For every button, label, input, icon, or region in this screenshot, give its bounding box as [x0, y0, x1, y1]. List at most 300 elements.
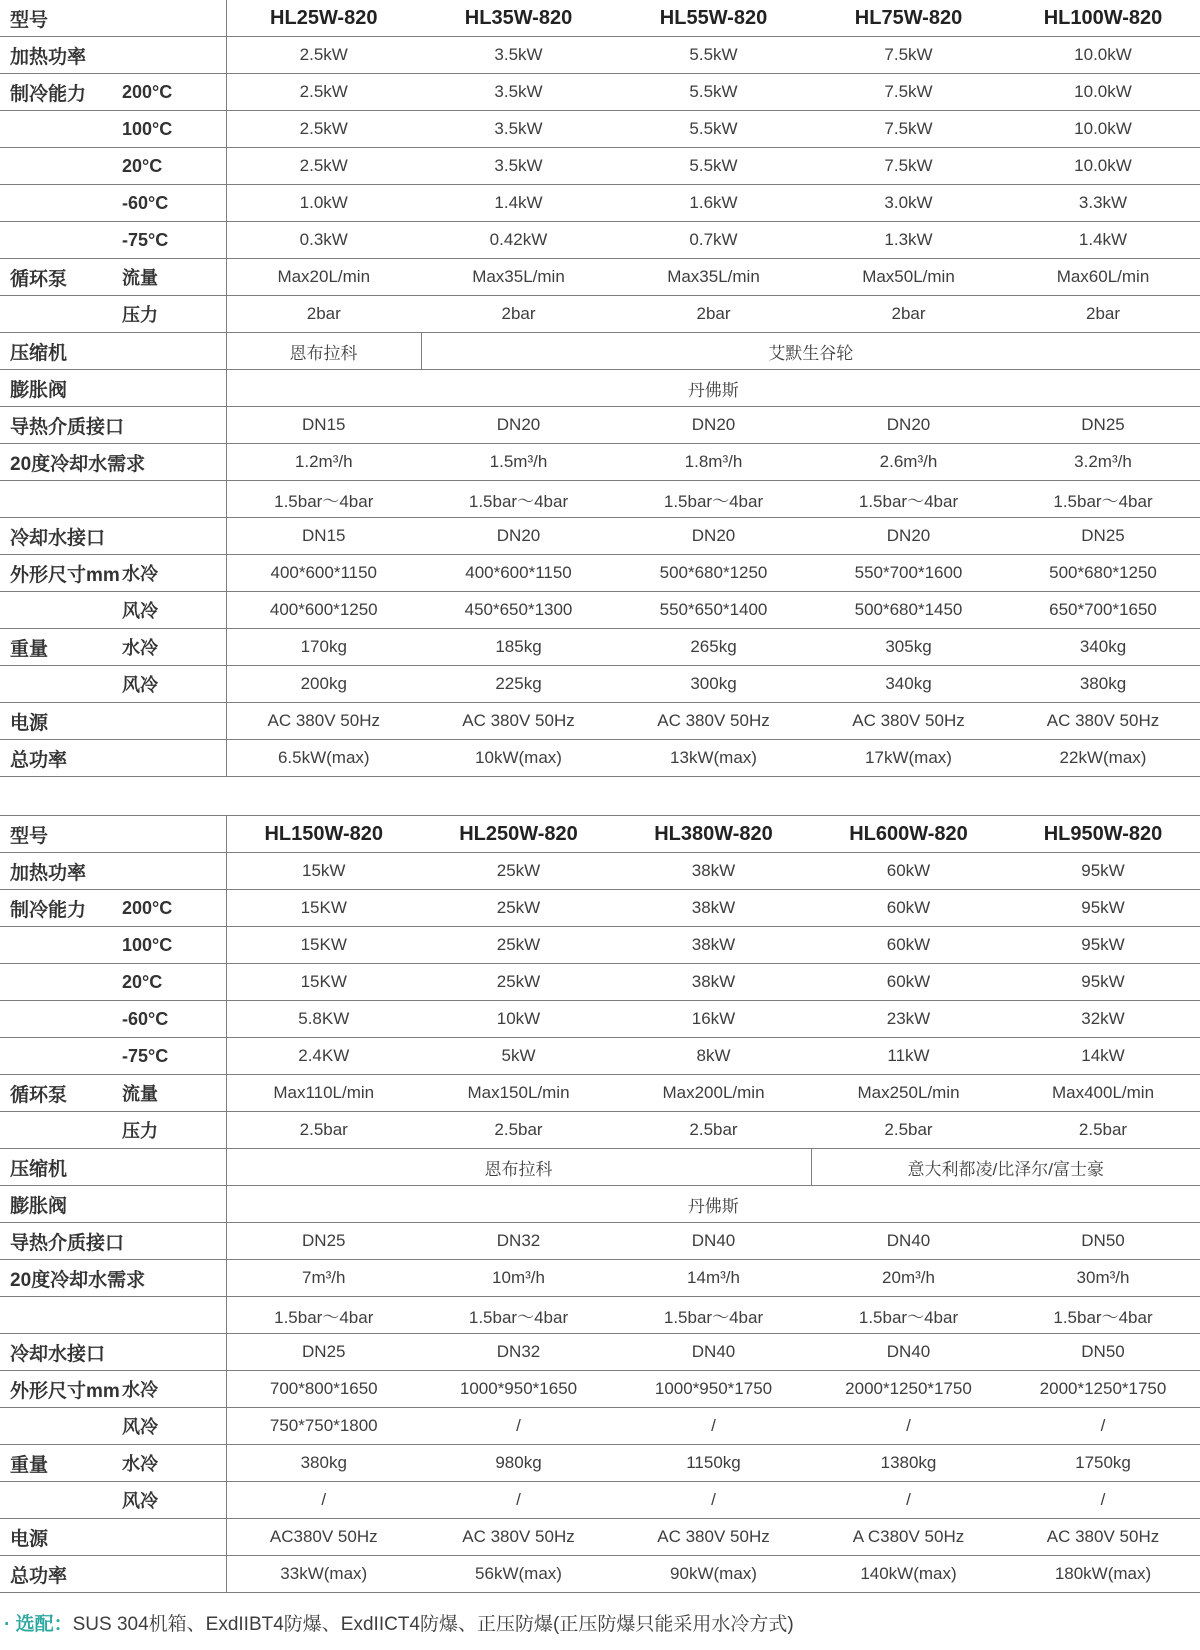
- cell-value: /: [421, 1482, 616, 1519]
- models-header-cell: [0, 816, 226, 853]
- cell-value: 7m³/h: [226, 1260, 421, 1297]
- cell-value: 3.5kW: [421, 111, 616, 148]
- row-label-cell: [0, 185, 226, 222]
- cell-value: DN25: [1006, 407, 1200, 444]
- cell-value: DN40: [616, 1334, 811, 1371]
- cell-value: 60kW: [811, 890, 1006, 927]
- row-label: 压缩机: [10, 1158, 68, 1180]
- row-sublabel: 水冷: [122, 564, 158, 584]
- table-row: [0, 74, 1200, 111]
- cell-value: 2.5bar: [421, 1112, 616, 1149]
- cell-value: 3.5kW: [421, 148, 616, 185]
- cell-value: 265kg: [616, 629, 811, 666]
- merged-cell-value: 丹佛斯: [226, 370, 1200, 407]
- cell-value: 10.0kW: [1006, 37, 1200, 74]
- cell-value: /: [811, 1408, 1006, 1445]
- cell-value: 10kW: [421, 1001, 616, 1038]
- cell-value: 1.5bar～4bar: [421, 481, 616, 518]
- row-label-cell: [0, 666, 226, 703]
- cell-value: Max50L/min: [811, 259, 1006, 296]
- cell-value: 0.42kW: [421, 222, 616, 259]
- cell-value: AC 380V 50Hz: [421, 1519, 616, 1556]
- model-name: HL55W-820: [616, 0, 811, 37]
- table-row: [0, 666, 1200, 703]
- merged-cell-value: 恩布拉科: [226, 1149, 811, 1186]
- cell-value: 3.0kW: [811, 185, 1006, 222]
- cell-value: DN15: [226, 407, 421, 444]
- cell-value: 10.0kW: [1006, 111, 1200, 148]
- cell-value: 3.5kW: [421, 74, 616, 111]
- cell-value: Max250L/min: [811, 1075, 1006, 1112]
- row-sublabel: -75°C: [122, 1045, 169, 1066]
- cell-value: Max35L/min: [616, 259, 811, 296]
- cell-value: 2bar: [226, 296, 421, 333]
- row-label: 冷却水接口: [10, 1343, 106, 1365]
- cell-value: DN50: [1006, 1223, 1200, 1260]
- cell-value: 300kg: [616, 666, 811, 703]
- row-label-cell: [0, 1149, 226, 1186]
- cell-value: 450*650*1300: [421, 592, 616, 629]
- table-row: [0, 1112, 1200, 1149]
- table-row: [0, 1038, 1200, 1075]
- table-row: [0, 222, 1200, 259]
- cell-value: DN50: [1006, 1334, 1200, 1371]
- cell-value: 60kW: [811, 927, 1006, 964]
- row-label-cell: [0, 37, 226, 74]
- cell-value: 38kW: [616, 853, 811, 890]
- cell-value: 3.2m³/h: [1006, 444, 1200, 481]
- cell-value: 2bar: [421, 296, 616, 333]
- cell-value: 6.5kW(max): [226, 740, 421, 777]
- table-row: [0, 703, 1200, 740]
- table-row: [0, 148, 1200, 185]
- merged-cell-value: 恩布拉科: [226, 333, 421, 370]
- cell-value: 2bar: [616, 296, 811, 333]
- table-row: [0, 1001, 1200, 1038]
- cell-value: /: [616, 1408, 811, 1445]
- models-header-label: 型号: [10, 9, 49, 31]
- cell-value: Max35L/min: [421, 259, 616, 296]
- table-row: [0, 964, 1200, 1001]
- row-sublabel: 风冷: [122, 1417, 158, 1437]
- row-label: 20度冷却水需求: [10, 453, 146, 475]
- options-footnote: [0, 1609, 1200, 1636]
- cell-value: 225kg: [421, 666, 616, 703]
- cell-value: 180kW(max): [1006, 1556, 1200, 1593]
- table-row: [0, 444, 1200, 481]
- cell-value: 1.5bar～4bar: [811, 1297, 1006, 1334]
- cell-value: 1.8m³/h: [616, 444, 811, 481]
- row-sublabel: 100°C: [122, 934, 173, 955]
- cell-value: 10.0kW: [1006, 74, 1200, 111]
- cell-value: DN40: [811, 1223, 1006, 1260]
- cell-value: 2.5kW: [226, 74, 421, 111]
- cell-value: 980kg: [421, 1445, 616, 1482]
- cell-value: 400*600*1150: [226, 555, 421, 592]
- row-sublabel: 200°C: [122, 897, 173, 918]
- row-label: 重量: [10, 1454, 49, 1476]
- cell-value: 1.5bar～4bar: [421, 1297, 616, 1334]
- merged-cell-value: 意大利都凌/比泽尔/富士豪: [811, 1149, 1200, 1186]
- row-label-cell: [0, 1371, 226, 1408]
- cell-value: 340kg: [811, 666, 1006, 703]
- row-label-cell: [0, 1297, 226, 1334]
- cell-value: 1.5bar～4bar: [616, 1297, 811, 1334]
- row-label: 加热功率: [10, 862, 87, 884]
- cell-value: 10.0kW: [1006, 148, 1200, 185]
- cell-value: /: [421, 1408, 616, 1445]
- cell-value: 1.5bar～4bar: [811, 481, 1006, 518]
- table-row: [0, 1519, 1200, 1556]
- cell-value: 1.4kW: [1006, 222, 1200, 259]
- row-sublabel: 水冷: [122, 1454, 158, 1474]
- cell-value: 1.5bar～4bar: [226, 481, 421, 518]
- cell-value: Max20L/min: [226, 259, 421, 296]
- row-sublabel: 200°C: [122, 81, 173, 102]
- row-label: 制冷能力: [10, 83, 87, 105]
- cell-value: 650*700*1650: [1006, 592, 1200, 629]
- table-row: [0, 1260, 1200, 1297]
- cell-value: 30m³/h: [1006, 1260, 1200, 1297]
- cell-value: 5kW: [421, 1038, 616, 1075]
- row-sublabel: -75°C: [122, 229, 169, 250]
- table-row: [0, 555, 1200, 592]
- cell-value: 2000*1250*1750: [1006, 1371, 1200, 1408]
- table-row: [0, 111, 1200, 148]
- table-row: [0, 481, 1200, 518]
- cell-value: DN32: [421, 1334, 616, 1371]
- cell-value: DN32: [421, 1223, 616, 1260]
- cell-value: 2.4KW: [226, 1038, 421, 1075]
- row-label-cell: [0, 111, 226, 148]
- cell-value: 1.6kW: [616, 185, 811, 222]
- row-label-cell: [0, 555, 226, 592]
- row-label: 冷却水接口: [10, 527, 106, 549]
- table-row: [0, 1186, 1200, 1223]
- cell-value: DN25: [1006, 518, 1200, 555]
- cell-value: Max60L/min: [1006, 259, 1200, 296]
- table-row: [0, 1408, 1200, 1445]
- row-sublabel: 风冷: [122, 1491, 158, 1511]
- cell-value: 16kW: [616, 1001, 811, 1038]
- row-label-cell: [0, 74, 226, 111]
- cell-value: 305kg: [811, 629, 1006, 666]
- cell-value: /: [1006, 1408, 1200, 1445]
- cell-value: 0.7kW: [616, 222, 811, 259]
- row-label: 膨胀阀: [10, 1195, 68, 1217]
- row-label-cell: [0, 1408, 226, 1445]
- cell-value: 95kW: [1006, 890, 1200, 927]
- row-label-cell: [0, 1112, 226, 1149]
- cell-value: 38kW: [616, 964, 811, 1001]
- row-label-cell: [0, 481, 226, 518]
- cell-value: 15kW: [226, 853, 421, 890]
- cell-value: 2bar: [811, 296, 1006, 333]
- row-label-cell: [0, 333, 226, 370]
- table-row: [0, 592, 1200, 629]
- cell-value: 700*800*1650: [226, 1371, 421, 1408]
- row-label-cell: [0, 703, 226, 740]
- cell-value: 1.2m³/h: [226, 444, 421, 481]
- cell-value: 1000*950*1650: [421, 1371, 616, 1408]
- cell-value: 380kg: [1006, 666, 1200, 703]
- row-label-cell: [0, 407, 226, 444]
- cell-value: 500*680*1450: [811, 592, 1006, 629]
- cell-value: /: [811, 1482, 1006, 1519]
- row-label-cell: [0, 927, 226, 964]
- row-label-cell: [0, 1186, 226, 1223]
- cell-value: 22kW(max): [1006, 740, 1200, 777]
- row-label-cell: [0, 1519, 226, 1556]
- cell-value: 25kW: [421, 964, 616, 1001]
- cell-value: 1380kg: [811, 1445, 1006, 1482]
- cell-value: 33kW(max): [226, 1556, 421, 1593]
- cell-value: 38kW: [616, 890, 811, 927]
- models-header-cell: [0, 0, 226, 37]
- cell-value: 25kW: [421, 853, 616, 890]
- footnote-accent-prefix: · 选配：: [4, 1614, 73, 1635]
- merged-cell-value: 艾默生谷轮: [421, 333, 1200, 370]
- table-row: [0, 1297, 1200, 1334]
- spec-table-1: [0, 0, 1200, 777]
- row-label-cell: [0, 370, 226, 407]
- row-label: 加热功率: [10, 46, 87, 68]
- cell-value: Max110L/min: [226, 1075, 421, 1112]
- cell-value: AC 380V 50Hz: [616, 703, 811, 740]
- cell-value: 23kW: [811, 1001, 1006, 1038]
- cell-value: 1.0kW: [226, 185, 421, 222]
- row-label: 膨胀阀: [10, 379, 68, 401]
- model-name: HL380W-820: [616, 816, 811, 853]
- cell-value: 2.5bar: [811, 1112, 1006, 1149]
- cell-value: Max200L/min: [616, 1075, 811, 1112]
- cell-value: DN20: [616, 407, 811, 444]
- row-label-cell: [0, 964, 226, 1001]
- cell-value: 3.5kW: [421, 37, 616, 74]
- cell-value: 1.5bar～4bar: [1006, 481, 1200, 518]
- table-row: [0, 1371, 1200, 1408]
- cell-value: 15KW: [226, 890, 421, 927]
- table-row: [0, 629, 1200, 666]
- cell-value: 400*600*1150: [421, 555, 616, 592]
- cell-value: 3.3kW: [1006, 185, 1200, 222]
- row-label: 重量: [10, 638, 49, 660]
- cell-value: DN20: [811, 518, 1006, 555]
- cell-value: 15KW: [226, 964, 421, 1001]
- cell-value: AC 380V 50Hz: [1006, 1519, 1200, 1556]
- row-label: 外形尺寸mm: [10, 1380, 120, 1402]
- row-label: 循环泵: [10, 1084, 68, 1106]
- cell-value: 380kg: [226, 1445, 421, 1482]
- cell-value: 95kW: [1006, 964, 1200, 1001]
- cell-value: 2.5bar: [1006, 1112, 1200, 1149]
- model-name: HL250W-820: [421, 816, 616, 853]
- row-label: 电源: [10, 1528, 49, 1550]
- cell-value: 2.6m³/h: [811, 444, 1006, 481]
- merged-cell-value: 丹佛斯: [226, 1186, 1200, 1223]
- cell-value: Max400L/min: [1006, 1075, 1200, 1112]
- cell-value: 25kW: [421, 890, 616, 927]
- row-label: 循环泵: [10, 268, 68, 290]
- model-name: HL950W-820: [1006, 816, 1200, 853]
- row-label-cell: [0, 890, 226, 927]
- table-row: [0, 407, 1200, 444]
- row-sublabel: 流量: [122, 1084, 158, 1104]
- row-label-cell: [0, 444, 226, 481]
- cell-value: 2000*1250*1750: [811, 1371, 1006, 1408]
- table-row: [0, 890, 1200, 927]
- cell-value: 38kW: [616, 927, 811, 964]
- spec-table-2: [0, 815, 1200, 1593]
- table-row: [0, 185, 1200, 222]
- cell-value: AC 380V 50Hz: [226, 703, 421, 740]
- cell-value: AC 380V 50Hz: [421, 703, 616, 740]
- table-row: [0, 1445, 1200, 1482]
- row-sublabel: 100°C: [122, 118, 173, 139]
- row-label-cell: [0, 148, 226, 185]
- row-label: 压缩机: [10, 342, 68, 364]
- cell-value: 500*680*1250: [1006, 555, 1200, 592]
- table-row: [0, 518, 1200, 555]
- cell-value: 5.8KW: [226, 1001, 421, 1038]
- table-row: [0, 740, 1200, 777]
- row-label-cell: [0, 296, 226, 333]
- model-name: HL150W-820: [226, 816, 421, 853]
- cell-value: DN20: [616, 518, 811, 555]
- cell-value: 56kW(max): [421, 1556, 616, 1593]
- cell-value: DN40: [811, 1334, 1006, 1371]
- cell-value: 60kW: [811, 964, 1006, 1001]
- row-label: 总功率: [10, 749, 68, 771]
- cell-value: 5.5kW: [616, 111, 811, 148]
- row-label-cell: [0, 1038, 226, 1075]
- cell-value: 2bar: [1006, 296, 1200, 333]
- cell-value: 5.5kW: [616, 148, 811, 185]
- cell-value: DN25: [226, 1223, 421, 1260]
- cell-value: 5.5kW: [616, 37, 811, 74]
- model-name: HL75W-820: [811, 0, 1006, 37]
- cell-value: 1.3kW: [811, 222, 1006, 259]
- row-label: 导热介质接口: [10, 1232, 125, 1254]
- cell-value: /: [1006, 1482, 1200, 1519]
- cell-value: AC 380V 50Hz: [811, 703, 1006, 740]
- cell-value: 13kW(max): [616, 740, 811, 777]
- cell-value: A C380V 50Hz: [811, 1519, 1006, 1556]
- table-header-row: [0, 816, 1200, 853]
- cell-value: 400*600*1250: [226, 592, 421, 629]
- row-label: 20度冷却水需求: [10, 1269, 146, 1291]
- table-row: [0, 853, 1200, 890]
- cell-value: 340kg: [1006, 629, 1200, 666]
- cell-value: 7.5kW: [811, 74, 1006, 111]
- row-sublabel: 风冷: [122, 675, 158, 695]
- cell-value: 140kW(max): [811, 1556, 1006, 1593]
- row-label-cell: [0, 259, 226, 296]
- table-row: [0, 1556, 1200, 1593]
- row-label-cell: [0, 518, 226, 555]
- table-row: [0, 927, 1200, 964]
- model-name: HL25W-820: [226, 0, 421, 37]
- row-sublabel: 水冷: [122, 638, 158, 658]
- cell-value: 550*700*1600: [811, 555, 1006, 592]
- row-sublabel: 压力: [122, 1121, 158, 1141]
- cell-value: 20m³/h: [811, 1260, 1006, 1297]
- cell-value: 95kW: [1006, 927, 1200, 964]
- cell-value: 60kW: [811, 853, 1006, 890]
- cell-value: /: [226, 1482, 421, 1519]
- row-label-cell: [0, 222, 226, 259]
- row-label: 外形尺寸mm: [10, 564, 120, 586]
- cell-value: 14kW: [1006, 1038, 1200, 1075]
- cell-value: 7.5kW: [811, 111, 1006, 148]
- row-label-cell: [0, 853, 226, 890]
- cell-value: DN20: [421, 518, 616, 555]
- models-header-label: 型号: [10, 825, 49, 847]
- cell-value: 500*680*1250: [616, 555, 811, 592]
- cell-value: AC380V 50Hz: [226, 1519, 421, 1556]
- row-label-cell: [0, 1075, 226, 1112]
- table-row: [0, 1482, 1200, 1519]
- cell-value: 1000*950*1750: [616, 1371, 811, 1408]
- cell-value: 10kW(max): [421, 740, 616, 777]
- cell-value: AC 380V 50Hz: [1006, 703, 1200, 740]
- cell-value: DN15: [226, 518, 421, 555]
- cell-value: AC 380V 50Hz: [616, 1519, 811, 1556]
- cell-value: 2.5kW: [226, 148, 421, 185]
- table-row: [0, 1149, 1200, 1186]
- model-name: HL35W-820: [421, 0, 616, 37]
- cell-value: DN20: [811, 407, 1006, 444]
- cell-value: 1.5bar～4bar: [616, 481, 811, 518]
- table-row: [0, 259, 1200, 296]
- cell-value: 1.5bar～4bar: [226, 1297, 421, 1334]
- cell-value: 2.5bar: [616, 1112, 811, 1149]
- cell-value: DN25: [226, 1334, 421, 1371]
- cell-value: 2.5bar: [226, 1112, 421, 1149]
- row-label-cell: [0, 1482, 226, 1519]
- cell-value: 1150kg: [616, 1445, 811, 1482]
- model-name: HL100W-820: [1006, 0, 1200, 37]
- row-label-cell: [0, 1445, 226, 1482]
- row-label: 制冷能力: [10, 899, 87, 921]
- table-row: [0, 1223, 1200, 1260]
- cell-value: DN40: [616, 1223, 811, 1260]
- cell-value: 185kg: [421, 629, 616, 666]
- cell-value: 2.5kW: [226, 37, 421, 74]
- cell-value: 7.5kW: [811, 37, 1006, 74]
- table-row: [0, 333, 1200, 370]
- row-label: 导热介质接口: [10, 416, 125, 438]
- cell-value: 14m³/h: [616, 1260, 811, 1297]
- cell-value: 7.5kW: [811, 148, 1006, 185]
- table-row: [0, 370, 1200, 407]
- cell-value: 1.5m³/h: [421, 444, 616, 481]
- row-sublabel: 20°C: [122, 971, 163, 992]
- cell-value: 32kW: [1006, 1001, 1200, 1038]
- row-sublabel: 水冷: [122, 1380, 158, 1400]
- row-label: 电源: [10, 712, 49, 734]
- row-label-cell: [0, 592, 226, 629]
- model-name: HL600W-820: [811, 816, 1006, 853]
- cell-value: 15KW: [226, 927, 421, 964]
- cell-value: DN20: [421, 407, 616, 444]
- table-row: [0, 1075, 1200, 1112]
- cell-value: Max150L/min: [421, 1075, 616, 1112]
- table-row: [0, 1334, 1200, 1371]
- cell-value: 1.5bar～4bar: [1006, 1297, 1200, 1334]
- cell-value: 25kW: [421, 927, 616, 964]
- row-label-cell: [0, 1001, 226, 1038]
